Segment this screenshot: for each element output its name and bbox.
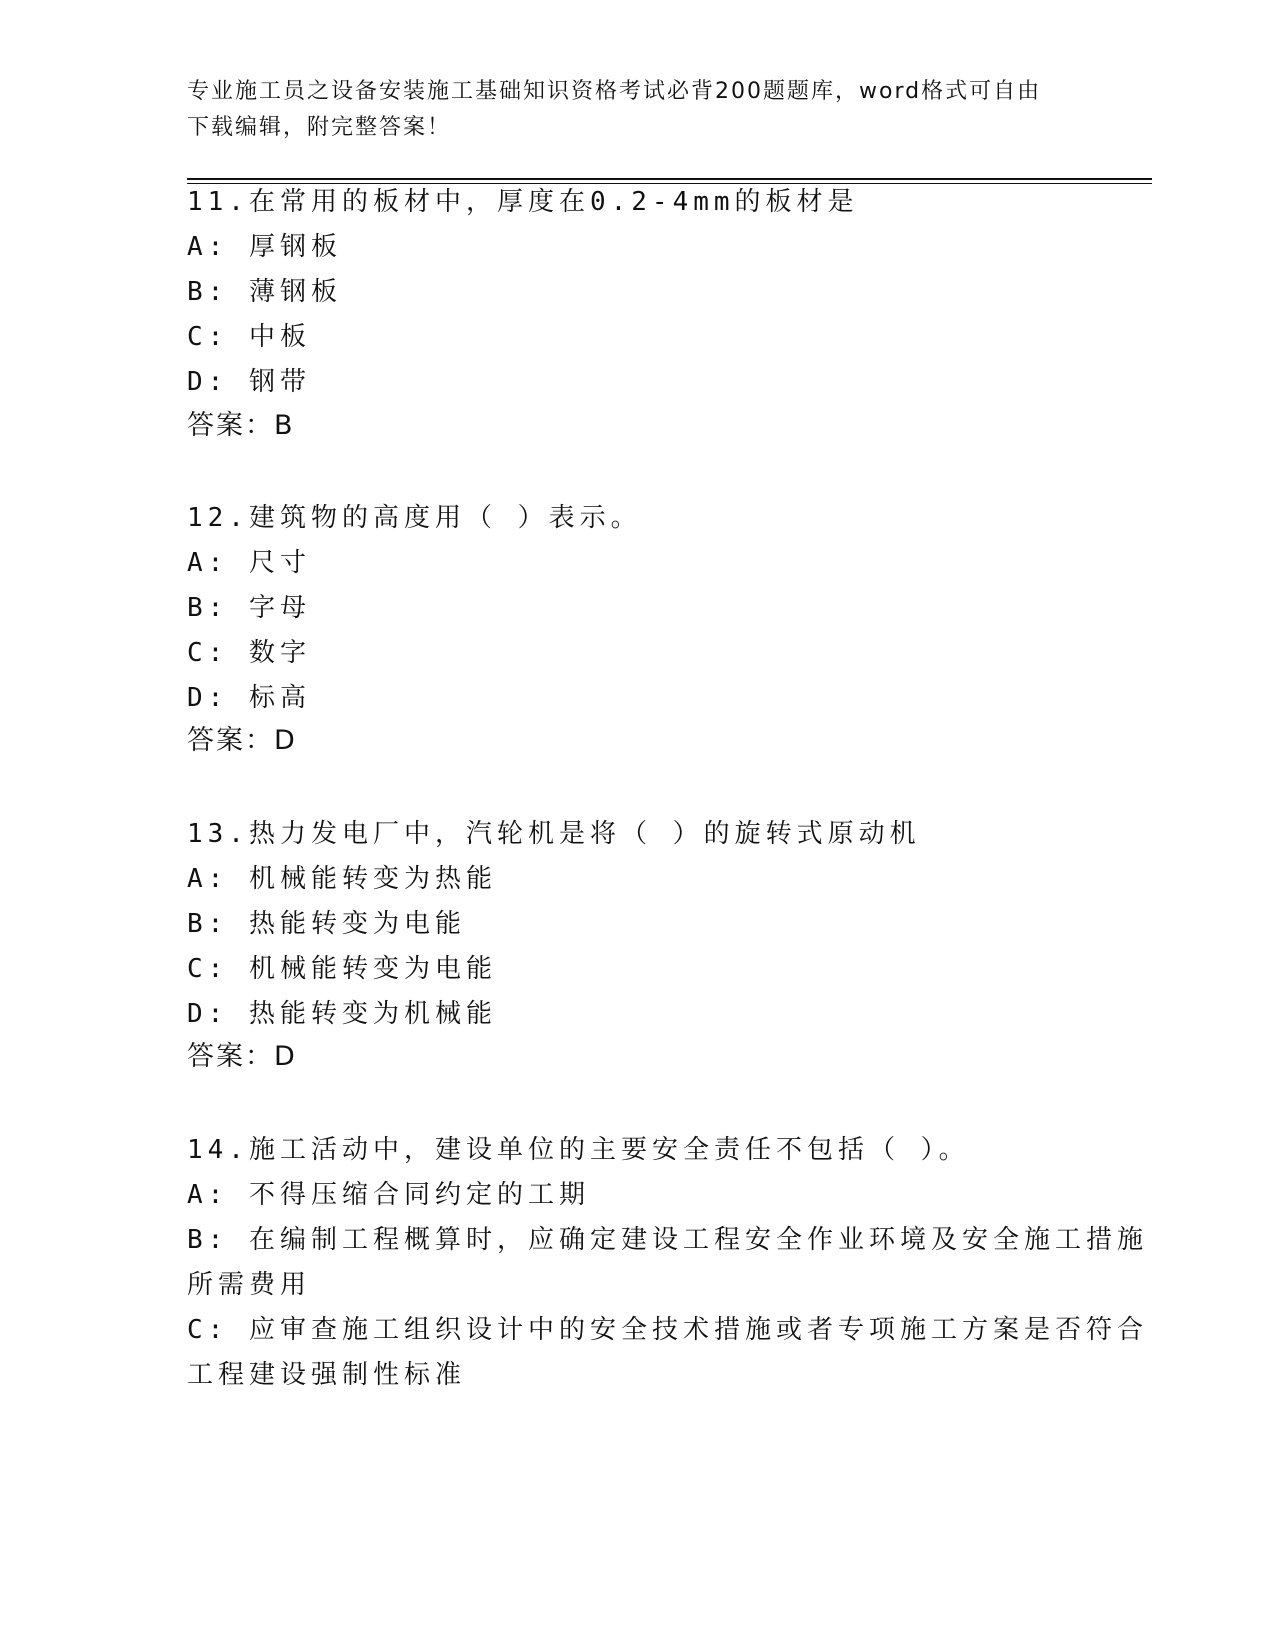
header-line-2: 下载编辑，附完整答案！ — [187, 115, 452, 140]
question-11-option-a: A: 厚钢板 — [187, 232, 342, 262]
header-divider-thick — [187, 178, 1152, 180]
question-12-option-c: C: 数字 — [187, 638, 311, 668]
header-divider-thin — [187, 183, 1152, 184]
question-11-stem: 11.在常用的板材中，厚度在0.2-4mm的板材是 — [187, 187, 859, 217]
document-header — [187, 74, 1067, 146]
question-12-option-d: D: 标高 — [187, 683, 311, 713]
question-14-option-a: A: 不得压缩合同约定的工期 — [187, 1180, 590, 1210]
question-13-option-b: B: 热能转变为电能 — [187, 909, 466, 939]
question-11-answer: 答案：B — [187, 410, 295, 441]
question-11-option-b: B: 薄钢板 — [187, 277, 342, 307]
question-14-option-c: C: 应审查施工组织设计中的安全技术措施或者专项施工方案是否符合 — [187, 1315, 1148, 1345]
question-14-option-b-continued: 所需费用 — [187, 1270, 312, 1300]
question-14-stem: 14.施工活动中，建设单位的主要安全责任不包括（ ）。 — [187, 1135, 970, 1165]
question-12-answer: 答案：D — [187, 725, 297, 756]
question-13-answer: 答案：D — [187, 1041, 297, 1072]
question-11-option-c: C: 中板 — [187, 322, 311, 352]
question-14-option-b: B: 在编制工程概算时，应确定建设工程安全作业环境及安全施工措施 — [187, 1225, 1148, 1255]
question-12-option-b: B: 字母 — [187, 593, 311, 623]
question-14-option-c-continued: 工程建设强制性标准 — [187, 1360, 467, 1390]
question-12-stem: 12.建筑物的高度用（ ）表示。 — [187, 503, 642, 533]
question-11-option-d: D: 钢带 — [187, 367, 311, 397]
question-13-stem: 13.热力发电厂中，汽轮机是将（ ）的旋转式原动机 — [187, 819, 921, 849]
question-13-option-d: D: 热能转变为机械能 — [187, 999, 497, 1029]
question-13-option-c: C: 机械能转变为电能 — [187, 954, 497, 984]
question-12-option-a: A: 尺寸 — [187, 548, 311, 578]
header-line-1: 专业施工员之设备安装施工基础知识资格考试必背200题题库，word格式可自由 — [187, 79, 1042, 104]
question-13-option-a: A: 机械能转变为热能 — [187, 864, 497, 894]
